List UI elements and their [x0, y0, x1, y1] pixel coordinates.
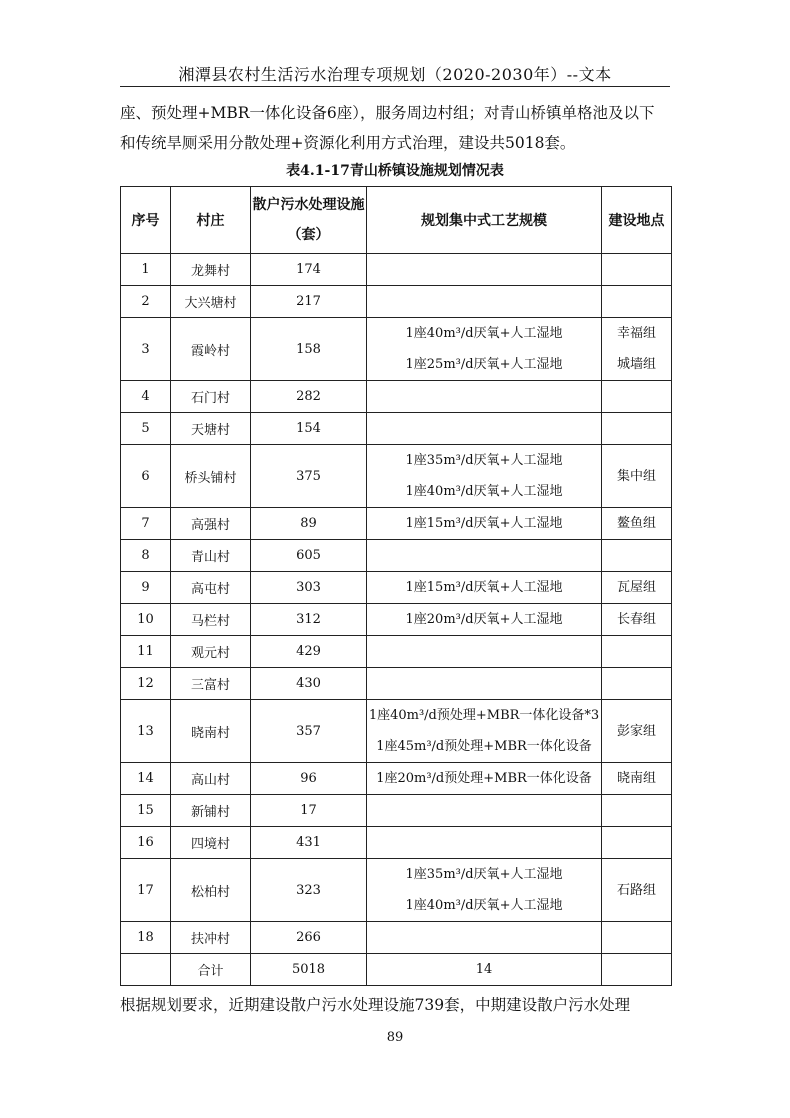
process-line: 1座15m³/d厌氧+人工湿地: [405, 580, 563, 595]
row-village: 马栏村: [171, 604, 251, 636]
total-label: 合计: [171, 954, 251, 986]
header-facilities-line1: 散户污水处理设施: [252, 197, 365, 213]
facility-plan-table: [120, 186, 672, 986]
row-count: 312: [251, 604, 367, 636]
row-site: [602, 508, 672, 540]
row-process: [367, 286, 602, 318]
row-site: [602, 540, 672, 572]
process-line: 1座40m³/d厌氧+人工湿地: [405, 484, 563, 499]
row-no: 8: [121, 540, 171, 572]
total-site-cell: [602, 954, 672, 986]
row-site: [602, 795, 672, 827]
table-row: [121, 413, 672, 445]
header-facilities-line2: （套）: [287, 227, 330, 243]
row-count: 89: [251, 508, 367, 540]
row-site: [602, 668, 672, 700]
total-count: 5018: [251, 954, 367, 986]
row-village: 高屯村: [171, 572, 251, 604]
row-process: [367, 254, 602, 286]
row-count: 375: [251, 445, 367, 508]
row-village: 桥头铺村: [171, 445, 251, 508]
site-line: 幸福组: [616, 326, 656, 341]
row-village: 霞岭村: [171, 318, 251, 381]
row-no: 15: [121, 795, 171, 827]
site-line: 石路组: [616, 882, 656, 898]
row-village: 观元村: [171, 636, 251, 668]
row-process: [367, 381, 602, 413]
row-no: 1: [121, 254, 171, 286]
row-process: [367, 859, 602, 922]
body-paragraph-line-1: 座、预处理+MBR一体化设备6座），服务周边村组；对青山桥镇单格池及以下: [120, 104, 655, 122]
process-line: 1座20m³/d厌氧+人工湿地: [405, 612, 563, 627]
site-line: 瓦屋组: [616, 580, 656, 595]
row-process: [367, 700, 602, 763]
row-village: 四境村: [171, 827, 251, 859]
table-row: [121, 540, 672, 572]
table-row: [121, 604, 672, 636]
row-process: [367, 540, 602, 572]
row-count: 430: [251, 668, 367, 700]
row-village: 天塘村: [171, 413, 251, 445]
row-no: 7: [121, 508, 171, 540]
row-no: 5: [121, 413, 171, 445]
process-line: 1座45m³/d预处理+MBR一体化设备: [376, 739, 592, 754]
process-line: 1座25m³/d厌氧+人工湿地: [405, 357, 563, 372]
row-site: [602, 827, 672, 859]
row-process: [367, 795, 602, 827]
row-process: [367, 318, 602, 381]
body-paragraph-bottom: 根据规划要求，近期建设散户污水处理设施739套，中期建设散户污水处理: [120, 996, 631, 1014]
table-row: [121, 700, 672, 763]
table-row: [121, 827, 672, 859]
row-process: [367, 604, 602, 636]
table-caption: 表4.1-17青山桥镇设施规划情况表: [286, 163, 504, 179]
row-site: [602, 763, 672, 795]
row-no: 3: [121, 318, 171, 381]
row-village: 松柏村: [171, 859, 251, 922]
row-count: 154: [251, 413, 367, 445]
row-site: [602, 859, 672, 922]
process-line: 1座40m³/d厌氧+人工湿地: [405, 898, 563, 913]
header-village: 村庄: [171, 187, 251, 254]
table-row: [121, 763, 672, 795]
row-site: [602, 381, 672, 413]
header-process: 规划集中式工艺规模: [367, 187, 602, 254]
row-no: 10: [121, 604, 171, 636]
table-row: [121, 286, 672, 318]
row-count: 282: [251, 381, 367, 413]
site-line: 城墙组: [616, 357, 656, 372]
row-count: 174: [251, 254, 367, 286]
row-site: [602, 254, 672, 286]
row-no: 4: [121, 381, 171, 413]
row-village: 高强村: [171, 508, 251, 540]
header-facilities: [251, 187, 367, 254]
process-line: 1座20m³/d预处理+MBR一体化设备: [376, 771, 592, 786]
table-row: [121, 859, 672, 922]
row-no: 13: [121, 700, 171, 763]
row-process: [367, 636, 602, 668]
running-header: 湘潭县农村生活污水治理专项规划（2020-2030年）--文本: [178, 65, 612, 84]
row-count: 266: [251, 922, 367, 954]
total-process: 14: [367, 954, 602, 986]
row-count: 323: [251, 859, 367, 922]
row-village: 青山村: [171, 540, 251, 572]
table-row: [121, 636, 672, 668]
row-site: [602, 700, 672, 763]
table-row: [121, 668, 672, 700]
row-site: [602, 413, 672, 445]
row-no: 12: [121, 668, 171, 700]
site-line: 鳌鱼组: [616, 516, 656, 531]
row-site: [602, 922, 672, 954]
row-process: [367, 763, 602, 795]
row-process: [367, 668, 602, 700]
row-no: 14: [121, 763, 171, 795]
row-no: 11: [121, 636, 171, 668]
row-process: [367, 445, 602, 508]
table-row: [121, 381, 672, 413]
table-row: [121, 508, 672, 540]
row-village: 扶冲村: [171, 922, 251, 954]
row-process: [367, 413, 602, 445]
table-row: [121, 445, 672, 508]
process-line: 1座40m³/d预处理+MBR一体化设备*3: [368, 708, 600, 723]
row-no: 17: [121, 859, 171, 922]
row-village: 石门村: [171, 381, 251, 413]
process-line: 1座40m³/d厌氧+人工湿地: [405, 326, 563, 341]
row-site: [602, 604, 672, 636]
row-site: [602, 572, 672, 604]
row-count: 96: [251, 763, 367, 795]
row-village: 三富村: [171, 668, 251, 700]
row-village: 大兴塘村: [171, 286, 251, 318]
site-line: 晓南组: [616, 771, 656, 786]
row-process: [367, 827, 602, 859]
process-line: 1座15m³/d厌氧+人工湿地: [405, 516, 563, 531]
table-total-row: [121, 954, 672, 986]
row-village: 龙舞村: [171, 254, 251, 286]
table-row: [121, 795, 672, 827]
row-process: [367, 572, 602, 604]
row-site: [602, 318, 672, 381]
row-count: 158: [251, 318, 367, 381]
process-line: 1座35m³/d厌氧+人工湿地: [405, 867, 563, 882]
row-count: 431: [251, 827, 367, 859]
site-line: 长春组: [616, 612, 656, 627]
row-no: 2: [121, 286, 171, 318]
row-count: 357: [251, 700, 367, 763]
row-site: [602, 636, 672, 668]
row-count: 17: [251, 795, 367, 827]
row-no: 18: [121, 922, 171, 954]
row-site: [602, 445, 672, 508]
site-line: 彭家组: [616, 723, 656, 739]
body-paragraph-line-2: 和传统旱厕采用分散处理+资源化利用方式治理，建设共5018套。: [120, 134, 576, 152]
row-no: 9: [121, 572, 171, 604]
row-process: [367, 508, 602, 540]
row-site: [602, 286, 672, 318]
row-count: 217: [251, 286, 367, 318]
table-row: [121, 318, 672, 381]
row-count: 303: [251, 572, 367, 604]
row-process: [367, 922, 602, 954]
header-no: 序号: [121, 187, 171, 254]
header-rule: [120, 86, 670, 87]
total-no-cell: [121, 954, 171, 986]
page-number: 89: [386, 1030, 404, 1045]
site-line: 集中组: [616, 468, 656, 484]
table-header-row: [121, 187, 672, 254]
table-row: [121, 254, 672, 286]
process-line: 1座35m³/d厌氧+人工湿地: [405, 453, 563, 468]
table-row: [121, 572, 672, 604]
row-count: 429: [251, 636, 367, 668]
row-village: 新铺村: [171, 795, 251, 827]
row-village: 高山村: [171, 763, 251, 795]
row-count: 605: [251, 540, 367, 572]
row-village: 晓南村: [171, 700, 251, 763]
table-row: [121, 922, 672, 954]
row-no: 16: [121, 827, 171, 859]
row-no: 6: [121, 445, 171, 508]
header-site: 建设地点: [602, 187, 672, 254]
